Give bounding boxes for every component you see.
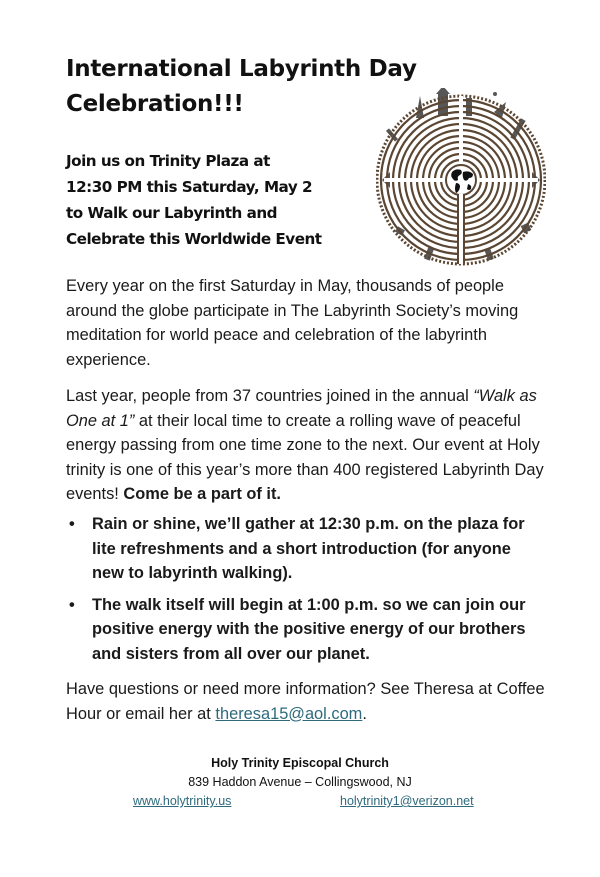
website-link[interactable]: www.holytrinity.us xyxy=(133,794,232,808)
list-item xyxy=(66,512,546,586)
labyrinth-globe-emblem-icon xyxy=(376,88,546,270)
subheading-line-1: Join us on Trinity Plaza at xyxy=(66,152,270,170)
church-footer xyxy=(0,754,600,811)
bullet-text-walk: The walk itself will begin at 1:00 p.m. so we can join our positive energy with the positive energy of our brothers and sisters from all over our planet. xyxy=(92,595,526,663)
history-text-start: Last year, people from 37 countries joined in the annual xyxy=(66,387,474,405)
contact-period: . xyxy=(362,704,367,723)
bullet-icon: • xyxy=(69,515,75,533)
title-line-1: International Labyrinth Day xyxy=(66,56,417,82)
bullet-icon: • xyxy=(69,595,75,614)
church-address: 839 Haddon Avenue – Collingswood, NJ xyxy=(188,775,412,789)
subheading-line-2: 12:30 PM this Saturday, May 2 xyxy=(66,178,313,196)
walk-as-one-quote: “Walk as One at 1” xyxy=(66,387,537,430)
event-details-list xyxy=(66,512,546,673)
subheading-line-4: Celebrate this Worldwide Event xyxy=(66,230,322,248)
church-email-link[interactable]: holytrinity1@verizon.net xyxy=(340,794,474,808)
church-name: Holy Trinity Episcopal Church xyxy=(211,756,389,770)
title-line-2: Celebration!!! xyxy=(66,91,244,117)
intro-paragraph: Every year on the first Saturday in May, thousands of people around the globe participate in The Labyrinth Society’s moving meditation for world peace and celebration of the labyrinth experience. xyxy=(66,277,519,369)
theresa-email-link[interactable]: theresa15@aol.com xyxy=(215,704,363,723)
contact-paragraph xyxy=(66,677,556,726)
event-subheading xyxy=(66,148,366,252)
subheading-line-3: to Walk our Labyrinth and xyxy=(66,204,278,222)
bullet-text-gather: Rain or shine, we’ll gather at 12:30 p.m. on the plaza for lite refreshments and a short introduction (for anyone new to labyrinth walking). xyxy=(92,515,525,582)
list-item xyxy=(66,593,546,667)
call-to-action: Come be a part of it. xyxy=(123,485,281,503)
history-paragraph xyxy=(66,384,556,507)
history-text-middle: at their local time to create a rolling wave of peaceful energy passing from one time zone to the next. Our event at Holy trinity is one of this year’s more than 400 registered Labyrinth Day events! xyxy=(66,411,544,503)
footer-links xyxy=(0,792,600,811)
contact-text: Have questions or need more information? See Theresa at Coffee Hour or email her at xyxy=(66,680,545,723)
